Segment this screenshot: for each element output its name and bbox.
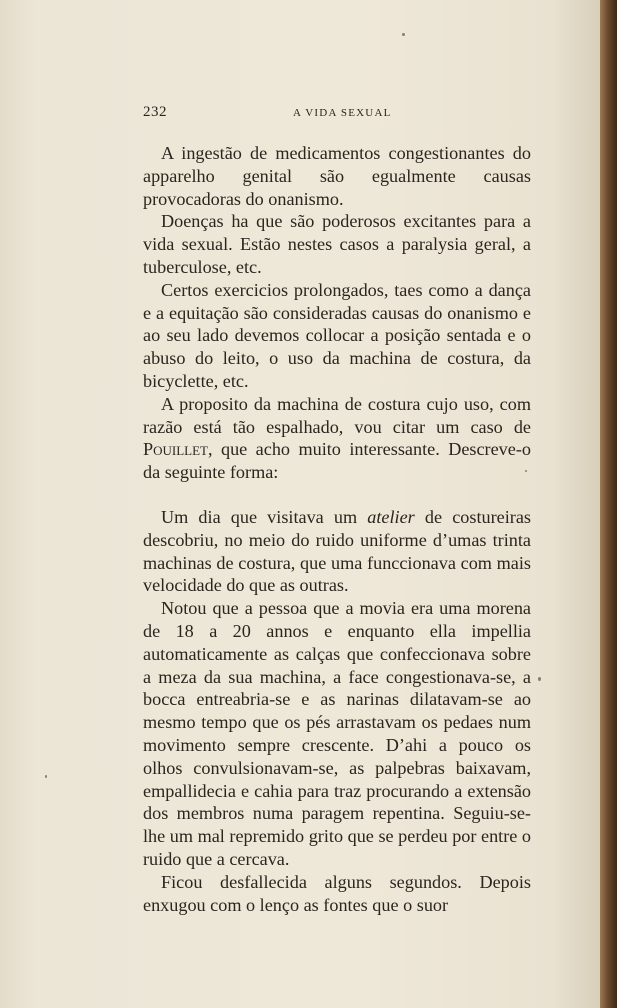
quote-paragraph: Um dia que visitava um atelier de costureiras descobriu, no meio do ruido uniforme d’umas trinta machinas de costura, que uma funccionava com mais velocidade do que as outras. [143,506,531,596]
page-number: 232 [143,104,167,120]
paper-speck [538,677,541,681]
quote-paragraph: Notou que a pessoa que a movia era uma morena de 18 a 20 annos e enquanto ella impellia automaticamente as calças que confeccionava sobre a meza da sua machina, a face congestionava-se, a bocca entreabria-se e as narinas dilatavam-se ao mesmo tempo que os pés arrastavam os pedaes num movimento sempre crescente. D’ahi a pouco os olhos convulsionavam-se, as palpebras baixavam, empallidecia e cahia para traz procurando a extensão dos membros numa paragem repentina. Seguiu-se-lhe um mal repremido grito que se perdeu por entre o ruido que a cercava. [143,598,531,869]
paragraph: Certos exercicios prolongados, taes como a dança e a equitação são consideradas causas do onanismo e ao seu lado devemos collocar a posição sentada e o abuso do leito, o uso da machina de costura, da bicyclette, etc. [143,279,531,391]
author-name: Pouillet [143,439,208,460]
paragraph: A proposito da machina de costura cujo uso, com razão está tão espalhado, vou citar um caso de Pouillet, que acho muito interessante. Descreve-o da seguinte forma: [143,393,531,483]
paragraph: A ingestão de medicamentos congestionantes do apparelho genital são egualmente causas provocadoras do onanismo. [143,143,531,209]
paper-speck [525,470,527,472]
italic-term: atelier [367,506,415,527]
running-title: A VIDA SEXUAL [293,107,392,119]
paper-speck [402,33,405,36]
book-spine [600,0,617,1008]
body-text [143,142,531,916]
paper-speck [45,775,47,778]
page-header [143,104,531,126]
quote-paragraph: Ficou desfallecida alguns segundos. Depois enxugou com o lenço as fontes que o suor [143,871,531,915]
paragraph: Doenças ha que são poderosos excitantes para a vida sexual. Estão nestes casos a paralysia geral, a tuberculose, etc. [143,211,531,277]
